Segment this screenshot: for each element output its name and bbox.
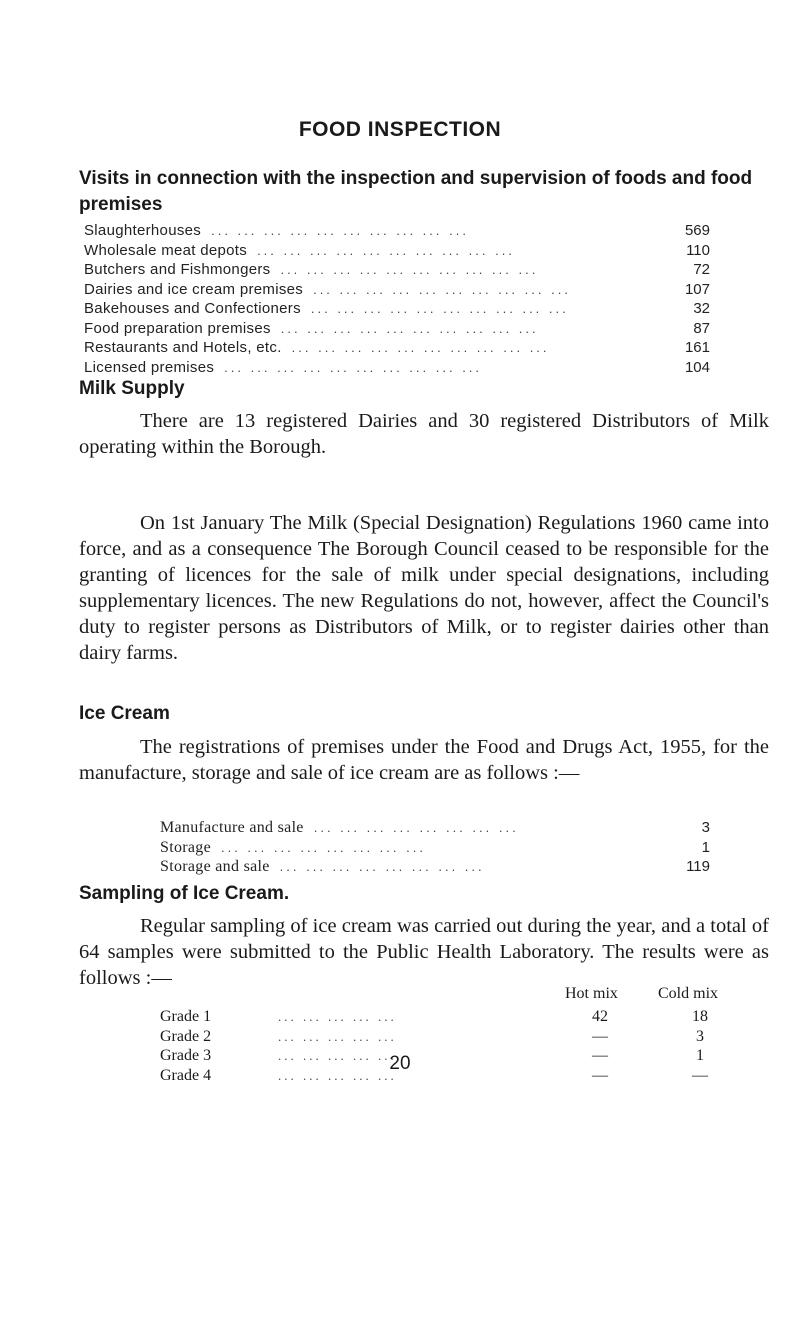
item-label: Slaughterhouses — [84, 222, 202, 239]
item-label: Food preparation premises — [84, 319, 271, 337]
hot-mix-value: — — [592, 1066, 608, 1084]
leader-dots: ... ... ... ... ... ... ... ... ... ... — [280, 320, 539, 336]
table-header — [160, 985, 720, 1007]
visits-list — [84, 221, 710, 377]
sampling-paragraph: Regular sampling of ice cream was carried out during the year, and a total of 64 samples were submitted to the Public Health Laboratory. The results were as follows :— — [79, 915, 769, 989]
leader-dots: ... ... ... ... ... — [278, 1048, 397, 1063]
hot-mix-value: — — [592, 1027, 608, 1045]
leader-dots: ... ... ... ... ... ... ... ... — [313, 820, 519, 835]
list-item — [84, 221, 710, 241]
item-value: 107 — [684, 280, 710, 298]
page-title: FOOD INSPECTION — [298, 118, 502, 141]
leader-dots: ... ... ... ... ... — [278, 1028, 397, 1044]
cold-mix-value: 1 — [696, 1047, 704, 1064]
leader-dots: ... ... ... ... ... ... ... ... — [279, 859, 485, 874]
item-label: Licensed premises — [84, 358, 215, 376]
item-label: Manufacture and sale — [160, 819, 304, 836]
item-value: 87 — [693, 319, 710, 337]
table-row — [160, 1027, 720, 1047]
table-row — [160, 1007, 720, 1027]
list-item — [160, 818, 710, 838]
cold-mix-value: 3 — [696, 1027, 704, 1045]
ice-cream-registrations — [160, 818, 710, 877]
milk-paragraph-2: On 1st January The Milk (Special Designation) Regulations 1960 came into force, and as a consequence The Borough Council ceased to be responsible for the granting of licences for the sale of milk under special designations, including supplementary licences. The new Regulations do not, however, affect the Council's duty to register persons as Distributors of Milk, or to register dairies other than dairy farms. — [79, 512, 769, 664]
leader-dots: ... ... ... ... ... ... ... ... ... ... — [313, 281, 571, 297]
leader-dots: ... ... ... ... ... ... ... ... — [220, 839, 426, 855]
item-value: 161 — [684, 339, 710, 356]
grade-label: Grade 2 — [160, 1027, 212, 1045]
item-value: 569 — [684, 222, 710, 239]
item-value: 1 — [701, 838, 710, 856]
list-item — [84, 338, 710, 358]
leader-dots: ... ... ... ... ... — [278, 1009, 397, 1024]
item-label: Restaurants and Hotels, etc. — [84, 339, 282, 356]
cold-mix-value: — — [692, 1066, 708, 1084]
milk-supply-heading: Milk Supply — [79, 378, 185, 399]
item-label: Bakehouses and Confectioners — [84, 300, 301, 317]
cold-mix-value: 18 — [692, 1008, 708, 1025]
item-label: Butchers and Fishmongers — [84, 261, 271, 278]
page-number: 20 — [389, 1053, 411, 1074]
leader-dots: ... ... ... ... ... — [278, 1067, 397, 1083]
hot-mix-value: — — [592, 1047, 608, 1064]
item-value: 104 — [684, 358, 710, 376]
grade-label: Grade 1 — [160, 1008, 212, 1025]
list-item — [84, 241, 710, 261]
item-label: Wholesale meat depots — [84, 241, 248, 259]
item-value: 110 — [686, 241, 710, 259]
list-item — [160, 857, 710, 877]
column-header-hot-mix: Hot mix — [565, 985, 618, 1002]
item-label: Storage and sale — [160, 858, 270, 875]
leader-dots: ... ... ... ... ... ... ... ... ... ... — [310, 301, 569, 316]
grade-label: Grade 3 — [160, 1047, 212, 1064]
list-item — [84, 260, 710, 280]
list-item — [84, 358, 710, 378]
sampling-heading: Sampling of Ice Cream. — [79, 883, 290, 904]
hot-mix-value: 42 — [592, 1008, 608, 1025]
list-item — [84, 299, 710, 319]
milk-paragraph-1: There are 13 registered Dairies and 30 registered Distributors of Milk operating within the Borough. — [79, 410, 769, 458]
grade-label: Grade 4 — [160, 1066, 212, 1084]
item-value: 119 — [686, 858, 710, 875]
visits-heading: Visits in connection with the inspection and supervision of foods and food premises — [79, 168, 753, 215]
leader-dots: ... ... ... ... ... ... ... ... ... ... — [291, 340, 550, 355]
leader-dots: ... ... ... ... ... ... ... ... ... ... — [257, 242, 515, 258]
list-item — [84, 319, 710, 339]
list-item — [160, 838, 710, 858]
column-header-cold-mix: Cold mix — [658, 985, 719, 1002]
item-label: Storage — [160, 838, 211, 856]
item-label: Dairies and ice cream premises — [84, 280, 304, 298]
list-item — [84, 280, 710, 300]
ice-cream-heading: Ice Cream — [79, 703, 170, 724]
item-value: 32 — [693, 300, 710, 317]
item-value: 72 — [693, 261, 710, 278]
leader-dots: ... ... ... ... ... ... ... ... ... ... — [211, 223, 469, 238]
item-value: 3 — [701, 819, 710, 836]
leader-dots: ... ... ... ... ... ... ... ... ... ... — [280, 262, 539, 277]
leader-dots: ... ... ... ... ... ... ... ... ... ... — [224, 359, 483, 375]
ice-cream-paragraph: The registrations of premises under the Food and Drugs Act, 1955, for the manufacture, storage and sale of ice cream are as follows :— — [79, 736, 769, 784]
